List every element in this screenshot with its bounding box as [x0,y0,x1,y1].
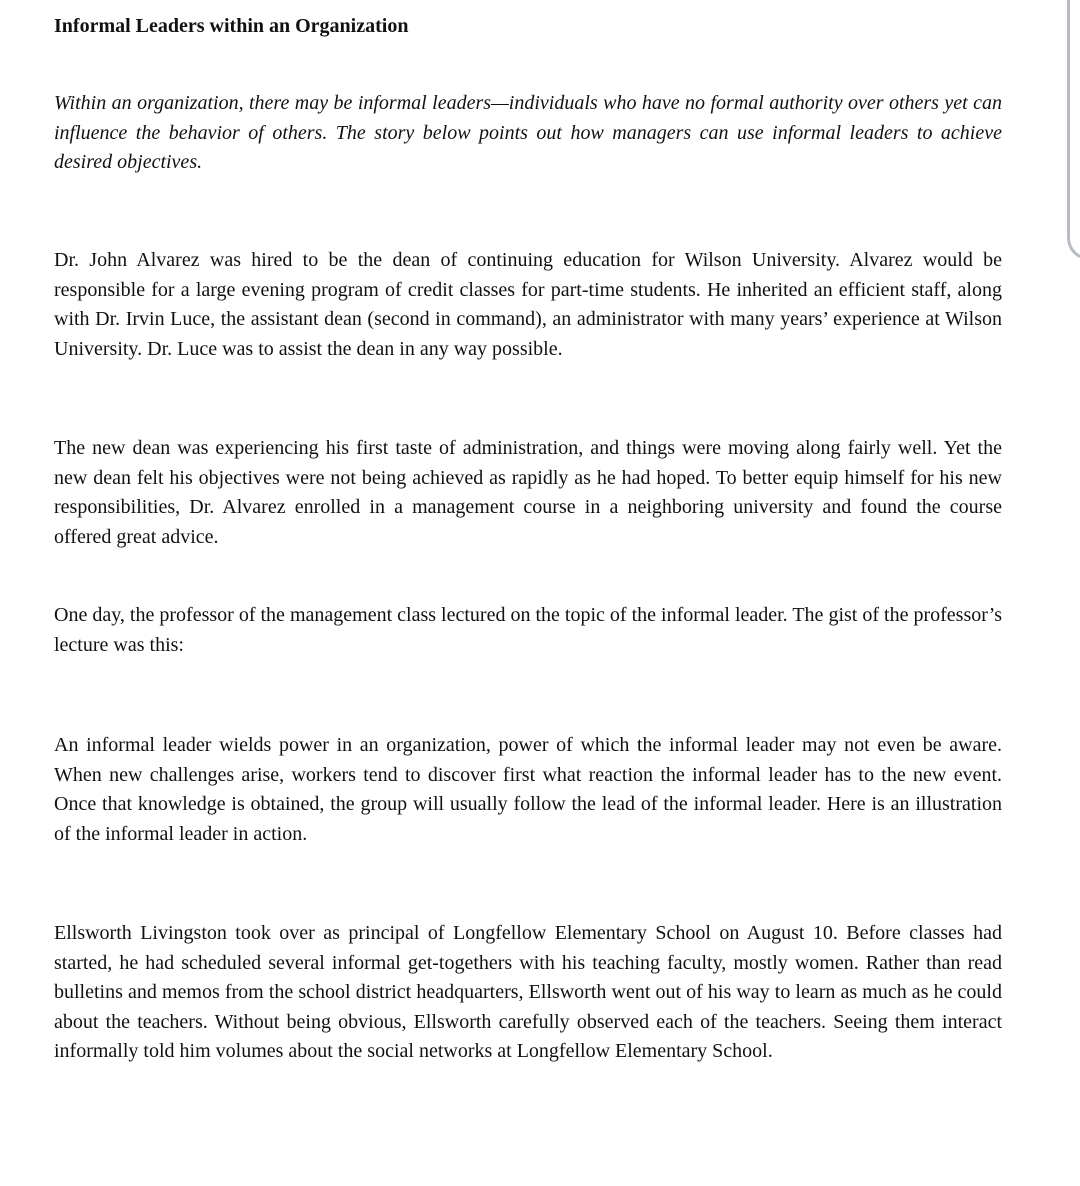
paragraph-alvarez-hired: Dr. John Alvarez was hired to be the dean of continuing education for Wilson University. Alvarez would be responsible for a large evening program of credit classes for part-time students. He inherited an efficient staff, along with Dr. Irvin Luce, the assistant dean (second in command), an administrator with many years’ experience at Wilson University. Dr. Luce was to assist the dean in any way possible. [54,249,1002,360]
paragraph-ellsworth-livingston: Ellsworth Livingston took over as principal of Longfellow Elementary School on August 10. Before classes had started, he had scheduled several informal get-togethers with his teaching faculty, mostly women. Rather than read bulletins and memos from the school district headquarters, Ellsworth went out of his way to learn as much as he could about the teachers. Without being obvious, Ellsworth carefully observed each of the teachers. Seeing them interact informally told him volumes about the social networks at Longfellow Elementary School. [54,922,1002,1062]
document-title: Informal Leaders within an Organization [54,15,409,37]
paragraph-management-class: One day, the professor of the management class lectured on the topic of the informal leader. The gist of the professor’s lecture was this: [54,604,1002,656]
paragraph-new-dean: The new dean was experiencing his first taste of administration, and things were moving along fairly well. Yet the new dean felt his objectives were not being achieved as rapidly as he had hoped. To better equip himself for his new responsibilities, Dr. Alvarez enrolled in a management course in a neighboring university and found the course offered great advice. [54,437,1002,548]
scroll-edge-indicator[interactable] [1062,0,1080,270]
intro-paragraph: Within an organization, there may be informal leaders—individuals who have no formal authority over others yet can influence the behavior of others. The story below points out how managers can use informal leaders to achieve desired objectives. [54,92,1002,173]
paragraph-informal-leader-power: An informal leader wields power in an organization, power of which the informal leader may not even be aware. When new challenges arise, workers tend to discover first what reaction the informal leader has to the new event. Once that knowledge is obtained, the group will usually follow the lead of the informal leader. Here is an illustration of the informal leader in action. [54,734,1002,845]
